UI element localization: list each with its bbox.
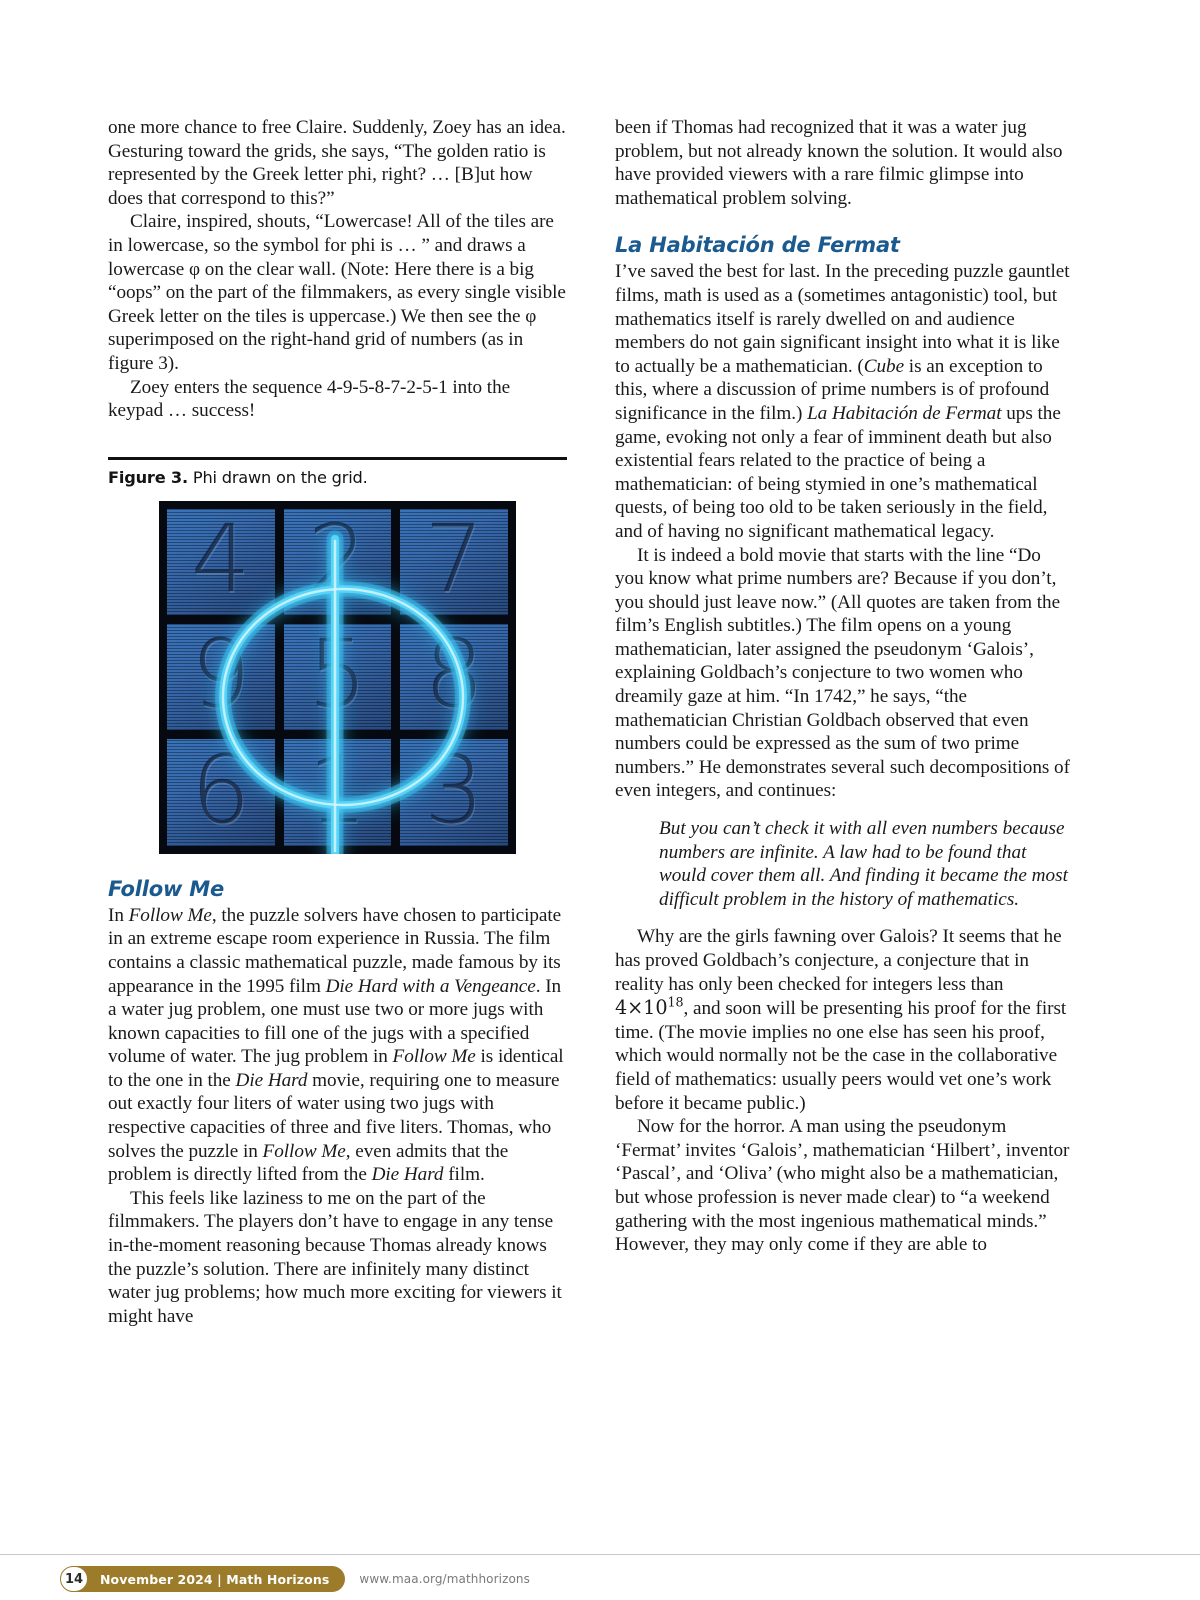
paragraph-saved-best-for-last: I’ve saved the best for last. In the preceding puzzle gauntlet films, math is used as a (sometimes antagonistic) tool, but mathematics itself is rarely dwelled on and audience members do not gain significant insight into what it is like to actually be a mathematician. (Cube is an exception to this, where a discussion of prime numbers is of profound significance in the film.) La Habitación de Fermat ups the game, evoking not only a fear of imminent death but also existential fears related to the practice of being a mathematician: of being stymied in one’s mathematical quests, of being too old to be taken seriously in the field, and of having no significant mathematical legacy. — [615, 261, 1070, 542]
right-column — [615, 116, 1074, 1328]
keypad-tile — [400, 624, 508, 730]
pull-quote: But you can’t check it with all even numbers because numbers are infinite. A law had to be found that would cover them all. And finding it became the most difficult problem in the history of mathematics. — [659, 818, 1068, 910]
left-column — [108, 116, 567, 1328]
keypad-digit: 5 — [307, 624, 368, 730]
footer-issue-label: November 2024 | Math Horizons — [74, 1566, 345, 1592]
italic-run: La Habitación de Fermat — [807, 402, 1002, 424]
page-number-badge: 14 — [60, 1566, 88, 1592]
figure-caption — [108, 467, 567, 489]
math-exponent: 18 — [667, 994, 684, 1010]
keypad-digit: 9 — [190, 624, 251, 730]
paragraph-follow-me: In Follow Me, the puzzle solvers have chosen to participate in an extreme escape room experience in Russia. The film contains a classic mathematical puzzle, made famous by its appearance in the 1995 film Die Hard with a Vengeance. In a water jug problem, one must use two or more jugs with known capacities to fill one of the jugs with a specified volume of water. The jug problem in Follow Me is identical to the one in the Die Hard movie, requiring one to measure out exactly four liters of water using two jugs with respective capacities of three and five liters. Thomas, who solves the puzzle in Follow Me, even admits that the problem is directly lifted from the Die Hard film. — [108, 904, 564, 1186]
heading-spacer — [615, 210, 1074, 232]
figure-caption-text: Phi drawn on the grid. — [187, 467, 368, 487]
paragraph-bold-movie: It is indeed a bold movie that starts with the line “Do you know what prime numbers are? Because if you don’t, you should just leave now.” (All quotes are taken from the film’s English subtitles.) The film opens on a young mathematician, later assigned the pseudonym ‘Galois’, explaining Goldbach’s conjecture to two women who dreamily gaze at him. “In 1742,” he says, “the mathematician Christian Goldbach observed that even numbers could be expressed as the sum of two prime numbers.” He demonstrates several such decompositions of even integers, and continues: — [615, 544, 1070, 802]
italic-run: Follow Me — [392, 1046, 476, 1068]
paragraph-now-for-the-horror: Now for the horror. A man using the pseudonym ‘Fermat’ invites ‘Galois’, mathematician ‘Hilbert’, inventor ‘Pascal’, and ‘Oliva’ (who might also be a mathematician, but whose profession is never made clear) to “a weekend gathering with the most ingenious mathematical minds.” However, they may only come if they are able to — [615, 1116, 1070, 1256]
paragraph-laziness: This feels like laziness to me on the part of the filmmakers. The players don’t have to engage in any tense in-the-moment reasoning because Thomas already knows the puzzle’s solution. There are infinitely many distinct water jug problems; how much more exciting for viewers it might have — [108, 1187, 562, 1327]
keypad-tile — [167, 739, 275, 845]
italic-run: Follow Me — [128, 904, 212, 926]
keypad-digit: 6 — [190, 739, 251, 845]
keypad-digit: 4 — [190, 508, 251, 614]
keypad-grid — [159, 501, 516, 854]
keypad-tile — [284, 624, 392, 730]
section-heading-la-habitacion-de-fermat: La Habitación de Fermat — [615, 233, 900, 258]
keypad-tile — [167, 624, 275, 730]
section-heading-follow-me: Follow Me — [108, 876, 225, 901]
figure-top-rule — [108, 457, 567, 460]
italic-run: Follow Me — [262, 1140, 346, 1162]
heading-spacer — [108, 854, 567, 876]
paragraph-claire-lowercase: Claire, inspired, shouts, “Lowercase! All of the tiles are in lowercase, so the symbol for phi is … ” and draws a lowercase φ on the clear wall. (Note: Here there is a big “oops” on the part of the filmmakers, as every single visible Greek letter on the tiles is uppercase.) We then see the φ superimposed on the right-hand grid of numbers (as in figure 3). — [108, 211, 566, 374]
paragraph-zoey-idea: one more chance to free Claire. Suddenly, Zoey has an idea. Gesturing toward the grids, she says, “The golden ratio is represented by the Greek letter phi, right? … [B]ut how does that correspond to this?” — [108, 117, 566, 209]
keypad-tile — [400, 509, 508, 615]
italic-run: Die Hard — [371, 1164, 444, 1186]
italic-run: Die Hard — [235, 1069, 308, 1091]
italic-run: Cube — [863, 355, 905, 377]
keypad-digit: 2 — [307, 508, 368, 614]
figure-caption-label: Figure 3. — [108, 467, 188, 487]
keypad-tile — [167, 509, 275, 615]
paragraph-continuation: been if Thomas had recognized that it was a water jug problem, but not already known the solution. It would also have provided viewers with a rare filmic glimpse into mathematical problem solving. — [615, 117, 1063, 209]
keypad-digit: 3 — [424, 739, 485, 845]
keypad-digit: 8 — [424, 624, 485, 730]
italic-run: Die Hard with a Vengeance — [325, 975, 536, 997]
keypad-digit: 7 — [424, 508, 485, 614]
figure-3-image — [159, 501, 516, 854]
keypad-tile — [400, 739, 508, 845]
footer-divider — [0, 1554, 1200, 1555]
keypad-digit: 1 — [307, 739, 368, 845]
footer-url[interactable]: www.maa.org/mathhorizons — [359, 1572, 530, 1586]
inline-math: $4\times 10^{18}$ — [615, 994, 684, 1020]
page-footer — [0, 1554, 1200, 1600]
paragraph-fawning-over-galois: Why are the girls fawning over Galois? It seems that he has proved Goldbach’s conjecture, a conjecture that in reality has only been checked for integers less than $4\times 10^{18}$, and soon will be presenting his proof for the first time. (The movie implies no one else has seen his proof, which would normally not be the case in the collaborative field of mathematics: usually peers would vet one’s work before it became public.) — [615, 926, 1067, 1114]
paragraph-keypad-sequence: Zoey enters the sequence 4-9-5-8-7-2-5-1 into the keypad … success! — [108, 376, 511, 422]
keypad-tile — [284, 739, 392, 845]
two-column-layout — [108, 116, 1074, 1328]
footer-bar — [60, 1566, 530, 1592]
keypad-tile — [284, 509, 392, 615]
